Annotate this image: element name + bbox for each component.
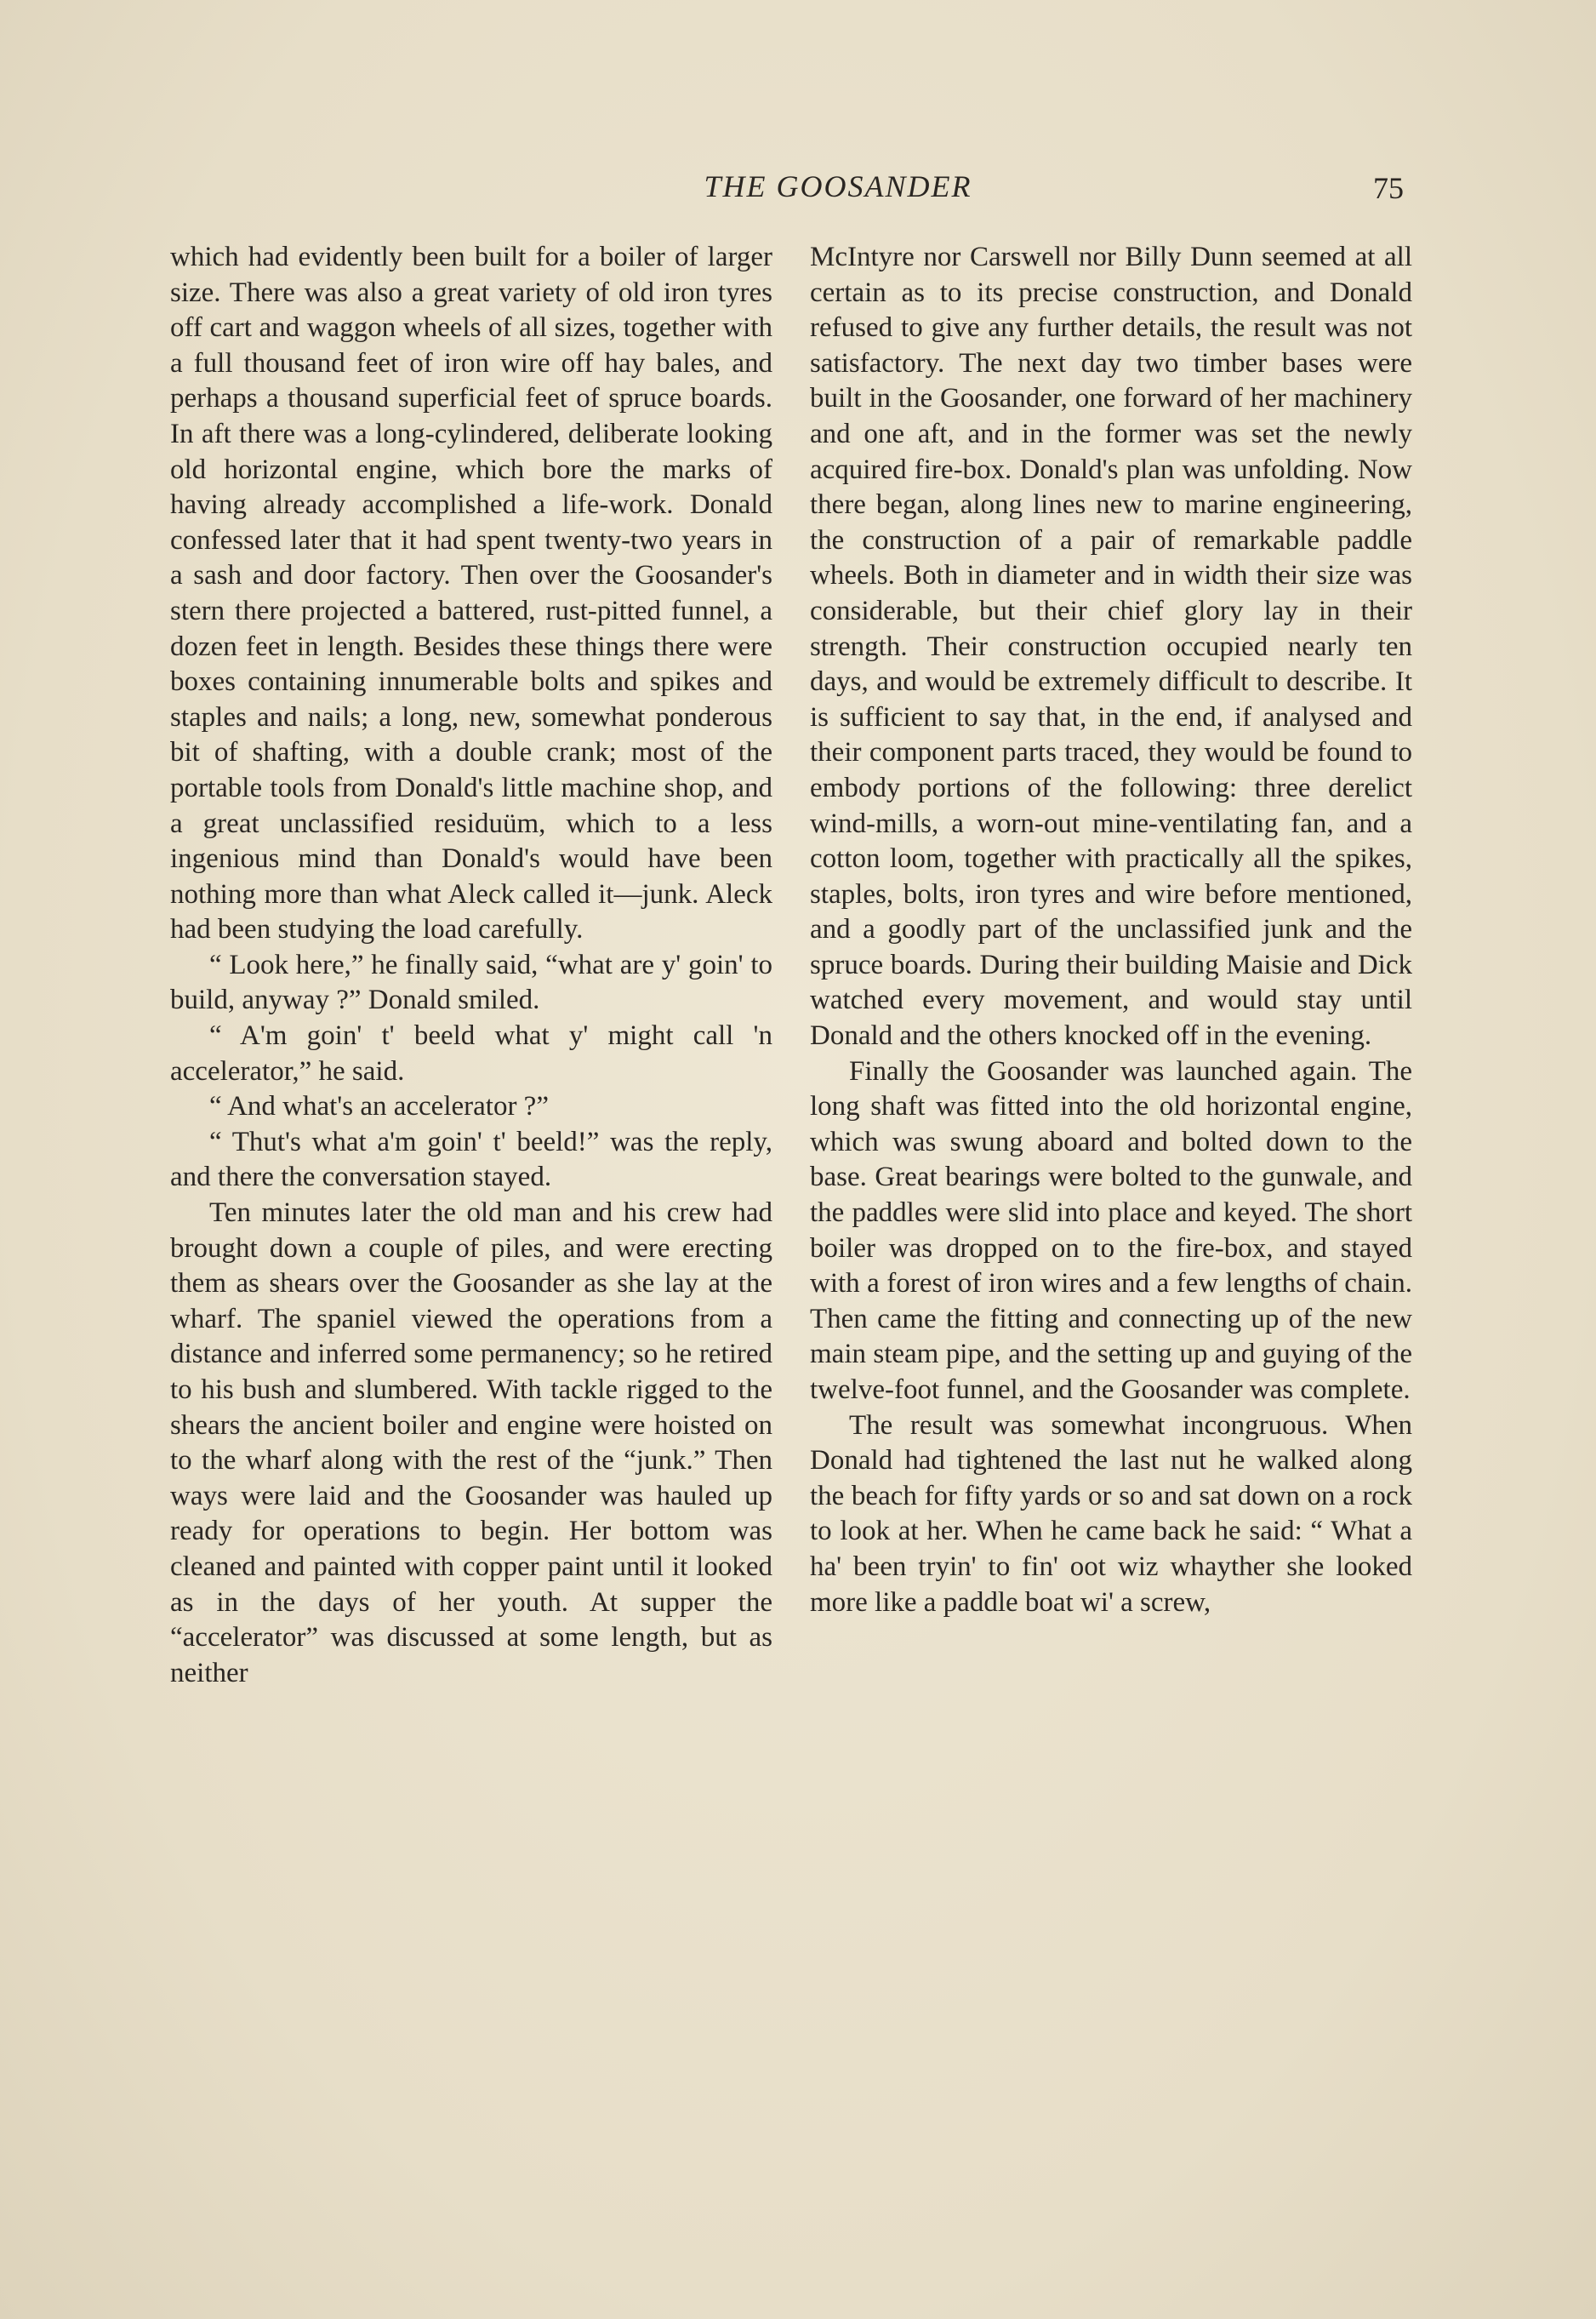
running-title: THE GOOSANDER [704,169,972,203]
page-number: 75 [1373,171,1404,205]
paragraph: The result was somewhat incongruous. When Donald had tightened the last nut he walked along the beach for fifty yards or so and sat down on a rock to look at her. When he came back he said: “ What a ha' been tryin' to fin' oot wiz whayther she looked more like a paddle boat wi' a screw, [810,1409,1412,1618]
paragraph: McIntyre nor Carswell nor Billy Dunn seemed at all certain as to its precise construction, and Donald refused to give any further details, the result was not satisfactory. The next day two timber bases were built in the Goosander, one forward of her machinery and one aft, and in the former was set the newly acquired fire-box. Donald's plan was unfolding. Now there began, along lines new to marine engineering, the construction of a pair of remarkable paddle wheels. Both in diameter and in width their size was considerable, but their chief glory lay in their strength. Their construction occupied nearly ten days, and would be extremely difficult to describe. It is sufficient to say that, in the end, if analysed and their component parts traced, they would be found to embody portions of the following: three derelict wind-mills, a worn-out mine-ventilating fan, and a cotton loom, together with practically all the spikes, staples, bolts, iron tyres and wire before mentioned, and a goodly part of the unclassified junk and the spruce boards. During their building Maisie and Dick watched every movement, and would stay until Donald and the others knocked off in the evening. [810,242,1412,1052]
paragraph: Finally the Goosander was launched again. The long shaft was fitted into the old horizontal engine, which was swung aboard and bolted down to the base. Great bearings were bolted to the gunwale, and the paddles were slid into place and keyed. The short boiler was dropped on to the fire-box, and stayed with a forest of iron wires and a few lengths of chain. Then came the fitting and connecting up of the new main steam pipe, and the setting up and guying of the twelve-foot funnel, and the Goosander was complete. [810,1055,1412,1405]
paragraph: “ Look here,” he finally said, “what are y' goin' to build, anyway ?” Donald smiled. [170,949,772,1016]
paragraph: Ten minutes later the old man and his crew had brought down a couple of piles, and were erecting them as shears over the Goosander as she lay at the wharf. The spaniel viewed the operations from a distance and inferred some permanency; so he retired to his bush and slumbered. With tackle rigged to the shears the ancient boiler and engine were hoisted on to the wharf along with the rest of the “junk.” Then ways were laid and the Goosander was hauled up ready for operations to begin. Her bottom was cleaned and painted with copper paint until it looked as in the days of her youth. At supper the “accelerator” was discussed at some length, but as neither [170,1197,772,1688]
paragraph: “ And what's an accelerator ?” [209,1091,549,1122]
text-columns [170,240,1412,1691]
paragraph: “ A'm goin' t' beeld what y' might call 'n accelerator,” he said. [170,1020,772,1087]
right-column [810,240,1412,1691]
page-header [170,168,1412,211]
paragraph: which had evidently been built for a boiler of larger size. There was also a great variety of old iron tyres off cart and waggon wheels of all sizes, together with a full thousand feet of iron wire off hay bales, and perhaps a thousand superficial feet of spruce boards. In aft there was a long-cylindered, deliberate looking old horizontal engine, which bore the marks of having already accomplished a life-work. Donald confessed later that it had spent twenty-two years in a sash and door factory. Then over the Goosander's stern there projected a battered, rust-pitted funnel, a dozen feet in length. Besides these things there were boxes containing innumerable bolts and spikes and staples and nails; a long, new, somewhat ponderous bit of shafting, with a double crank; most of the portable tools from Donald's little machine shop, and a great unclassified residuüm, which to a less ingenious mind than Donald's would have been nothing more than what Aleck called it—junk. Aleck had been studying the load carefully. [170,242,772,945]
paragraph: “ Thut's what a'm goin' t' beeld!” was the reply, and there the conversation stayed. [170,1126,772,1193]
left-column [170,240,772,1691]
